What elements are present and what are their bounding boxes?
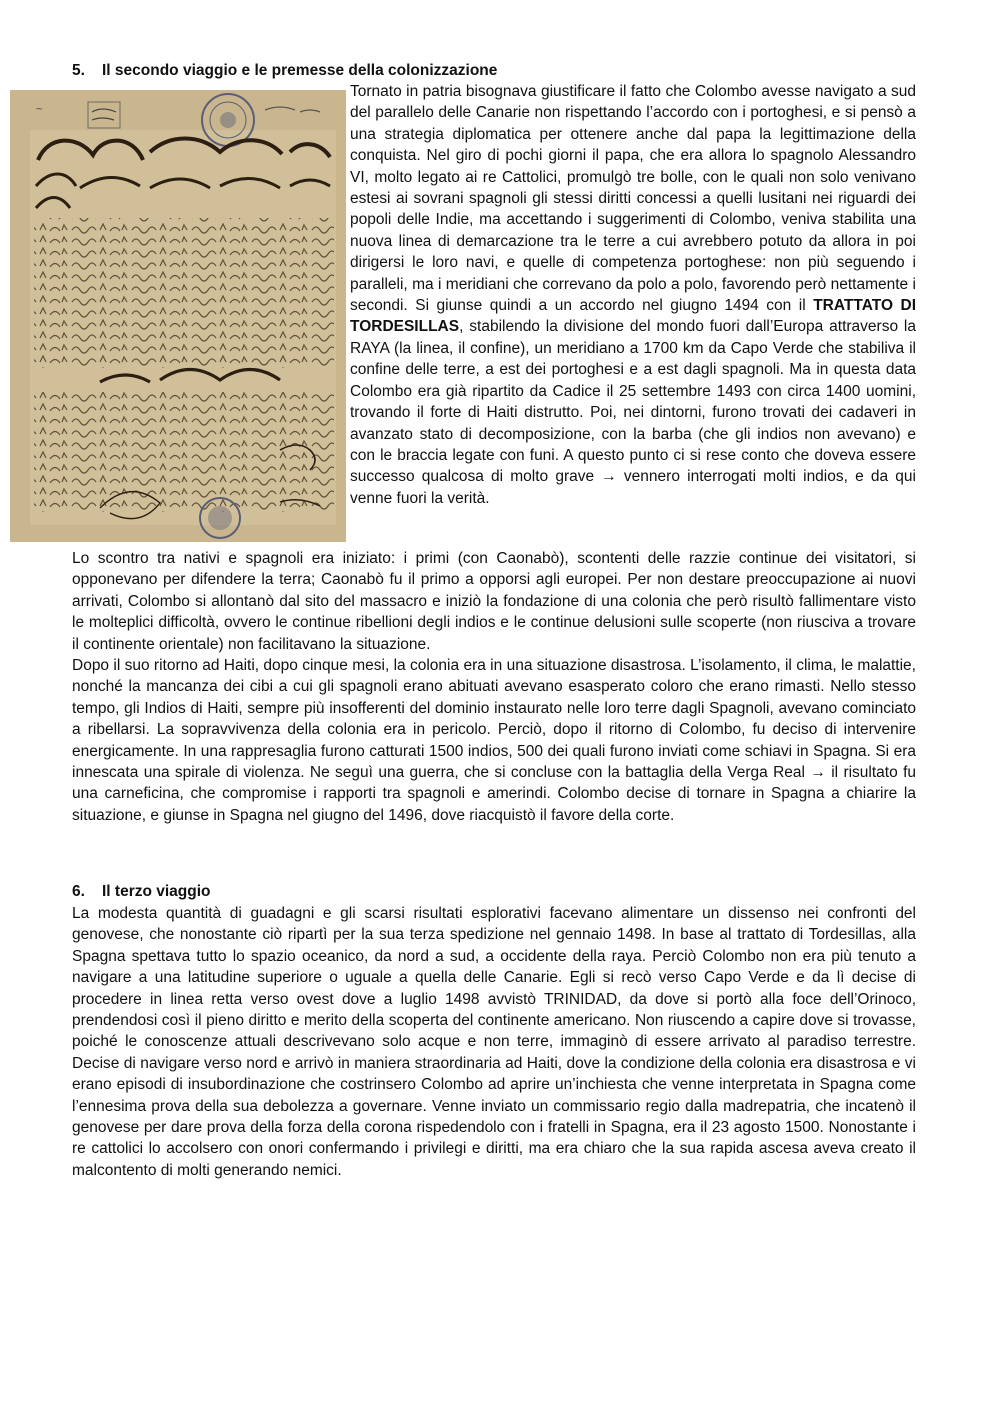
section-5-body (72, 548, 916, 826)
section-6-title: Il terzo viaggio (102, 883, 211, 900)
section-6-number: 6. (72, 883, 85, 900)
section-5-title: Il secondo viaggio e le premesse della colonizzazione (102, 62, 498, 79)
section-5-para1-b: , stabilendo la divisione del mondo fuori dall’Europa attraverso la RAYA (la linea, il confine), un meridiano a 1700 km da Capo Verde che stabiliva il confine delle terre, a est dei portoghesi e a est dagli spagnoli. Ma in questa data Colombo era già ripartito da Cadice il 25 settembre 1493 con circa 1400 uomini, trovando il forte di Haiti distrutto. Poi, nei dintorni, furono trovati dei cadaveri in avanzato stato di decomposizione, con la barba (che gli indios non avevano) e con le braccia legate con funi. A questo punto ci si rese conto che doveva essere successo qualcosa di molto grave → vennero interrogati molti indios, e da qui venne fuori la verità. (350, 318, 916, 507)
section-6-body (72, 903, 916, 1181)
section-5-number: 5. (72, 62, 85, 79)
section-6-paragraph-1: La modesta quantità di guadagni e gli scarsi risultati esplorativi facevano alimentare un dissenso nei confronti del genovese, che nonostante ciò ripartì per la sua terza spedizione nel gennaio 1498. In base al trattato di Tordesillas, alla Spagna spettava tutto lo spazio oceanico, da nord a sud, a occidente della raya. Perciò Colombo non era più tenuto a navigare a una latitudine superiore o uguale a quella delle Canarie. Egli si recò verso Capo Verde e da lì decise di procedere in linea retta verso ovest dove a luglio 1498 avvistò TRINIDAD, da dove si portò alla foce dell’Orinoco, prendendosi così il pieno diritto e merito della scoperta del continente americano. Non riuscendo a capire dove si trovasse, poiché le conoscenze attuali descrivevano solo acque e non terre, immaginò di essere arrivato al paradiso terrestre. Decise di navigare verso nord e arrivò in maniera straordinaria ad Haiti, dove la condizione della colonia era disastrosa e vi erano episodi di insubordinazione che costrinsero Colombo ad aprire un’inchiesta che venne interpretata in Spagna come l’ennesima prova della sua debolezza a governare. Venne inviato un commissario regio dalla madrepatria, che incatenò il genovese per dare prova della forza della corona rispedendolo con i fratelli in Spagna, era il 23 agosto 1500. Nonostante i re cattolici lo accolsero con onori confermando i privilegi e diritti, ma era chiaro che la sua rapida ascesa aveva creato il malcontento di molti generando nemici. (72, 905, 916, 1179)
section-5-paragraph-2: Lo scontro tra nativi e spagnoli era iniziato: i primi (con Caonabò), scontenti delle razzie continue dei visitatori, si opponevano per difendere la terra; Caonabò fu il primo a opporsi agli europei. Per non destare preoccupazione ai nuovi arrivati, Colombo si allontanò dal sito del massacro e iniziò la fondazione di una colonia che però risultò fallimentare visto le molteplici difficoltà, ovvero le continue ribellioni degli indios e le continue delusioni sulle scoperte (non riusciva a trovare il continente orientale) non facilitavano la situazione. (72, 550, 916, 653)
section-6-heading (72, 881, 952, 903)
section-5-paragraph-3: Dopo il suo ritorno ad Haiti, dopo cinque mesi, la colonia era in una situazione disastrosa. L’isolamento, il clima, le malattie, nonché la mancanza dei cibi a cui gli spagnoli erano abituati avevano esasperato coloro che erano rimasti. Nello stesso tempo, gli Indios di Haiti, sempre più insofferenti del dominio instaurato nelle loro terre dagli Spagnoli, avevano cominciato a ribellarsi. La sopravvivenza della colonia era in pericolo. Perciò, dopo il ritorno di Colombo, fu deciso di intervenire energicamente. In una rappresaglia furono catturati 1500 indios, 500 dei quali furono inviati come schiavi in Spagna. Si era innescata una spirale di violenza. Ne seguì una guerra, che si concluse con la battaglia della Verga Real → il risultato fu una carneficina, che compromise i rapporti tra spagnoli e amerindi. Colombo decise di tornare in Spagna a chiarire la situazione, e giunse in Spagna nel giugno del 1496, dove riacquistò il favore della corte. (72, 657, 916, 824)
treaty-name: TRATTATO DI TORDESILLAS (350, 297, 917, 336)
archive-note: ~ (35, 104, 44, 115)
section-5-para1-a: Tornato in patria bisognava giustificare il fatto che Colombo avesse navigato a sud del parallelo delle Canarie non rispettando l’accordo con i portoghesi, e si pensò a una strategia diplomatica per ottenere anche dal papa la legittimazione della conquista. Nel giro di pochi giorni il papa, che era allora lo spagnolo Alessandro VI, molto legato ai re Cattolici, promulgò tre bolle, con le quali non solo venivano estesi ai sovrani spagnoli gli stessi diritti concessi a quelli lusitani nei riguardi dei popoli delle Indie, ma accettando i suggerimenti di Colombo, veniva stabilita una nuova linea di demarcazione tra le terre a cui avrebbero potuto da allora in poi dirigersi le loro navi, e quelle di competenza portoghese: non più seguendo i paralleli, ma i meridiani che correvano da polo a polo, favorendo però nettamente i secondi. Si giunse quindi a un accordo nel giugno 1494 con il (350, 83, 916, 315)
section-5-paragraph-1 (350, 81, 916, 509)
section-5-heading (72, 60, 952, 82)
manuscript-treaty-image (10, 90, 346, 542)
